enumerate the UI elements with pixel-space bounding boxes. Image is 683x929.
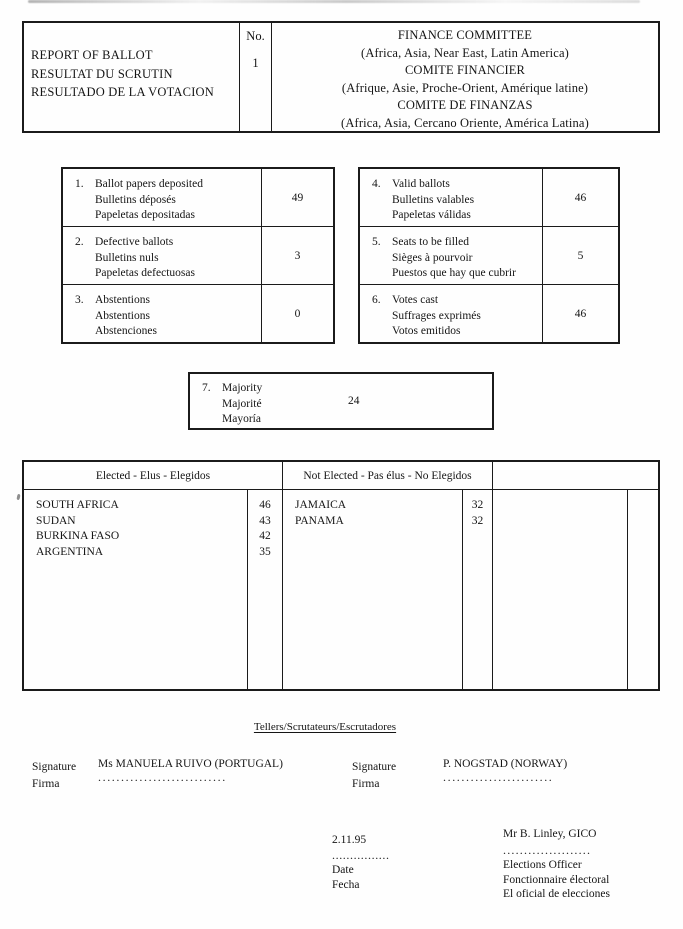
ballot-number-label: No. bbox=[246, 29, 265, 43]
results-table bbox=[22, 460, 660, 691]
stat-item-defective-ballots bbox=[63, 227, 333, 285]
signature-label-right bbox=[352, 759, 396, 793]
stat-line: Abstentions bbox=[95, 294, 150, 306]
elected-votes: 42 bbox=[259, 530, 271, 543]
stat-number: 2. bbox=[75, 236, 84, 248]
stat-value: 46 bbox=[542, 285, 618, 342]
stat-line: Seats to be filled bbox=[392, 236, 469, 248]
scan-artifact-streak bbox=[28, 0, 640, 3]
stat-line: Mayoría bbox=[222, 413, 261, 426]
teller-name-left: Ms MANUELA RUIVO (PORTUGAL) bbox=[98, 758, 283, 770]
officer-name: Mr B. Linley, GICO bbox=[503, 828, 597, 840]
committee-line: (Africa, Asia, Near East, Latin America) bbox=[361, 45, 569, 60]
officer-title: Fonctionnaire électoral bbox=[503, 873, 610, 886]
stat-line: Valid ballots bbox=[392, 178, 450, 190]
spare-vote-column bbox=[627, 490, 658, 689]
stat-line: Votes cast bbox=[392, 294, 439, 306]
stat-value: 5 bbox=[542, 227, 618, 284]
not-elected-name: JAMAICA bbox=[295, 499, 347, 511]
stat-line: Puestos que hay que cubrir bbox=[392, 267, 516, 280]
header-table bbox=[22, 21, 660, 133]
stat-value: 0 bbox=[261, 285, 333, 342]
stat-line: Defective ballots bbox=[95, 236, 174, 248]
elected-vote-list bbox=[247, 490, 282, 689]
elected-name: BURKINA FASO bbox=[36, 530, 120, 543]
signature-label-line: Signature bbox=[352, 761, 397, 773]
ballot-number-cell bbox=[240, 23, 272, 131]
officer-dots: ..................... bbox=[503, 843, 592, 857]
stat-line: Majority bbox=[222, 382, 263, 394]
stat-line: Ballot papers deposited bbox=[95, 178, 203, 190]
not-elected-votes: 32 bbox=[471, 514, 484, 527]
empty-header bbox=[492, 462, 658, 489]
not-elected-votes: 32 bbox=[471, 499, 484, 511]
stat-text bbox=[63, 169, 261, 226]
committee-line: FINANCE COMMITTEE bbox=[397, 28, 533, 42]
elections-officer-block bbox=[503, 828, 610, 902]
date-dots: ................ bbox=[332, 848, 390, 862]
not-elected-header: Not Elected - Pas élus - No Elegidos bbox=[282, 462, 492, 489]
stat-line: Votos emitidos bbox=[392, 325, 461, 338]
stat-line: Abstenciones bbox=[95, 325, 157, 338]
stat-line: Bulletins déposés bbox=[95, 193, 176, 206]
date-label: Fecha bbox=[332, 879, 360, 891]
stat-text bbox=[190, 374, 492, 428]
signature-dots-left: ............................ bbox=[98, 770, 227, 784]
committee-line: (Afrique, Asie, Proche-Orient, Amérique latine) bbox=[341, 80, 589, 95]
results-body-row bbox=[24, 490, 658, 689]
committee-line: COMITE FINANCIER bbox=[404, 63, 526, 78]
signature-label-line: Firma bbox=[352, 778, 380, 790]
report-title-line: REPORT OF BALLOT bbox=[31, 48, 153, 62]
spare-name-column bbox=[492, 490, 627, 689]
results-header-row bbox=[24, 462, 658, 490]
elected-name: SOUTH AFRICA bbox=[36, 499, 119, 511]
signature-label-left bbox=[32, 759, 76, 793]
stat-value: 46 bbox=[542, 169, 618, 226]
stat-number: 6. bbox=[372, 294, 381, 306]
stat-value: 49 bbox=[261, 169, 333, 226]
majority-value: 24 bbox=[348, 395, 360, 407]
ballot-number-value: 1 bbox=[252, 56, 259, 70]
date-block bbox=[332, 834, 390, 893]
committee-line: (Africa, Asia, Cercano Oriente, América Latina) bbox=[341, 115, 589, 130]
stat-number: 7. bbox=[202, 382, 211, 394]
elected-votes: 46 bbox=[259, 499, 271, 511]
signature-label-line: Firma bbox=[32, 778, 60, 790]
majority-box bbox=[188, 372, 494, 430]
elected-votes: 35 bbox=[259, 545, 271, 558]
elected-header: Elected - Elus - Elegidos bbox=[95, 469, 211, 482]
stat-text bbox=[360, 227, 542, 284]
not-elected-name-list bbox=[282, 490, 462, 689]
stat-item-ballots-deposited bbox=[63, 169, 333, 227]
date-value: 2.11.95 bbox=[332, 834, 367, 846]
stat-number: 1. bbox=[75, 178, 84, 190]
stat-text bbox=[63, 227, 261, 284]
stat-item-seats-to-fill bbox=[360, 227, 618, 285]
stats-table-right bbox=[358, 167, 620, 344]
teller-name-right: P. NOGSTAD (NORWAY) bbox=[443, 758, 568, 770]
officer-title: El oficial de elecciones bbox=[503, 888, 610, 901]
committee-title-cell bbox=[272, 23, 658, 131]
stat-number: 4. bbox=[372, 178, 381, 190]
stat-text bbox=[360, 169, 542, 226]
officer-title: Elections Officer bbox=[503, 859, 582, 871]
committee-line: COMITE DE FINANZAS bbox=[397, 98, 533, 113]
stats-table-left bbox=[61, 167, 335, 344]
scan-artifact-speck bbox=[16, 494, 20, 500]
report-title-line: RESULTAT DU SCRUTIN bbox=[31, 66, 173, 81]
stat-line: Abstentions bbox=[95, 309, 150, 322]
stat-line: Majorité bbox=[222, 397, 262, 410]
stat-text bbox=[360, 285, 542, 342]
elected-name: SUDAN bbox=[36, 514, 76, 527]
signature-label-line: Signature bbox=[32, 761, 77, 773]
stat-line: Papeletas defectuosas bbox=[95, 267, 195, 280]
elected-name-list bbox=[24, 490, 247, 689]
stat-number: 5. bbox=[372, 236, 381, 248]
stat-line: Suffrages exprimés bbox=[392, 309, 481, 322]
elected-votes: 43 bbox=[259, 514, 271, 527]
tellers-heading: Tellers/Scrutateurs/Escrutadores bbox=[253, 721, 397, 733]
signature-dots-right: ........................ bbox=[443, 770, 554, 784]
stat-line: Bulletins nuls bbox=[95, 251, 159, 264]
stat-text bbox=[63, 285, 261, 342]
stat-line: Papeletas depositadas bbox=[95, 209, 195, 222]
not-elected-vote-list bbox=[462, 490, 492, 689]
report-title-line: RESULTADO DE LA VOTACION bbox=[31, 85, 215, 99]
stat-item-votes-cast bbox=[360, 285, 618, 342]
date-label: Date bbox=[332, 864, 354, 876]
report-title-cell bbox=[24, 23, 240, 131]
stat-line: Papeletas válidas bbox=[392, 209, 471, 222]
stat-item-abstentions bbox=[63, 285, 333, 342]
elected-name: ARGENTINA bbox=[36, 545, 104, 558]
not-elected-name: PANAMA bbox=[295, 514, 344, 527]
stat-value: 3 bbox=[261, 227, 333, 284]
stat-line: Bulletins valables bbox=[392, 193, 475, 206]
stat-number: 3. bbox=[75, 294, 84, 306]
stat-line: Sièges à pourvoir bbox=[392, 251, 473, 264]
stat-item-valid-ballots bbox=[360, 169, 618, 227]
